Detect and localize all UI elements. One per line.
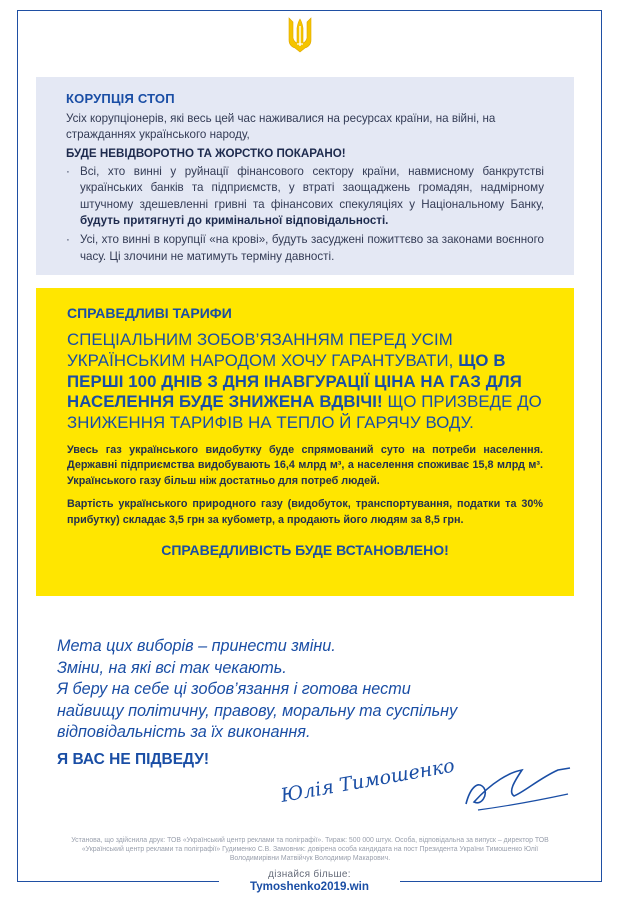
website-link[interactable]: Tymoshenko2019.win <box>250 880 369 893</box>
quote-line: Мета цих виборів – принести зміни. <box>57 637 336 655</box>
corruption-title: КОРУПЦІЯ СТОП <box>66 91 175 106</box>
headline-part2: ЩО ПРИЗВЕДЕ ДО ЗНИЖЕННЯ ТАРИФІВ НА ТЕПЛО Й ГАРЯЧУ ВОДУ. <box>67 392 542 433</box>
headline-part1: СПЕЦІАЛЬНИМ ЗОБОВ’ЯЗАННЯМ ПЕРЕД УСІМ УКРАЇНСЬКИМ НАРОДОМ ХОЧУ ГАРАНТУВАТИ, <box>67 330 454 370</box>
bullet-marker: · <box>66 164 70 178</box>
tariffs-para2: Вартість українського природного газу (видобуток, транспортування, податки та 30% прибутку) складає 3,5 грн за кубометр, а продають його людям за 8,5 грн. <box>67 498 543 526</box>
tariffs-headline <box>67 330 543 434</box>
bullet2-text: Усі, хто винні в корупції «на крові», будуть засуджені пожиттєво за законами воєнного часу. Ці злочини не матимуть терміну давності. <box>80 233 544 263</box>
tariffs-para1: Увесь газ українського видобутку буде спрямований суто на потреби населення. Державні підприємства видобувають 16,4 млрд м³, а населення споживає 15,8 млрд м³. Українського газу більш ніж достатньо для потреб людей. <box>67 443 543 487</box>
legal-fineprint: Установа, що здійснила друк: ТОВ «Український центр реклами та поліграфії». Тираж: 500 000 штук. Особа, відповідальна за випуск – директор ТОВ «Український центр реклами та поліграфії» Гудименко С.В. Замовник: довірена особа кандидата на пост Президента України Тимошенко Юлії Володимирівни Матвійчук Володимир Макарович. <box>71 837 549 863</box>
quote-line: Зміни, на які всі так чекають. <box>57 658 287 677</box>
quote-line: відповідальність за їх виконання. <box>57 723 311 742</box>
quote-line: найвищу політичну, правову, моральну та суспільну <box>57 701 458 720</box>
justice-slogan: СПРАВЕДЛИВІСТЬ БУДЕ ВСТАНОВЛЕНО! <box>161 542 449 559</box>
headline-bold: ЩО В ПЕРШІ 100 ДНІВ З ДНЯ ІНАВГУРАЦІЇ ЦІНА НА ГАЗ ДЛЯ НАСЕЛЕННЯ БУДЕ ЗНИЖЕНА ВДВІЧІ! <box>67 350 522 412</box>
website-footer <box>219 869 400 893</box>
corruption-bullets <box>66 164 544 265</box>
promise-slogan: Я ВАС НЕ ПІДВЕДУ! <box>57 751 210 768</box>
tariffs-section <box>36 288 574 596</box>
corruption-punish: БУДЕ НЕВІДВОРОТНО ТА ЖОРСТКО ПОКАРАНО! <box>66 146 346 160</box>
corruption-section <box>36 77 574 275</box>
bullet-marker: · <box>66 233 70 247</box>
corruption-intro: Усіх корупціонерів, які весь цей час наживалися на ресурсах країни, на війні, на стражданнях українського народу, <box>66 112 496 142</box>
list-item <box>66 164 544 230</box>
coat-of-arms-icon <box>287 16 313 54</box>
closing-quote <box>57 636 537 744</box>
bullet1-text: Всі, хто винні у руйнації фінансового сектору країни, навмисному банкрутстві українських банків та підприємств, у втраті заощаджень громадян, надмірному штучному здешевленні гривні та фінансових спекуляціях у Національному Банку, <box>80 164 544 211</box>
bullet1-bold: будуть притягнуті до кримінальної відповідальності. <box>80 214 389 228</box>
signature-script: Юлія Тимошенко <box>279 754 457 807</box>
quote-line: Я беру на себе ці зобов’язання і готова нести <box>57 680 411 699</box>
tariffs-title: СПРАВЕДЛИВІ ТАРИФИ <box>67 305 232 321</box>
signature <box>278 752 578 814</box>
more-label: дізнайся більше: <box>268 869 351 880</box>
list-item <box>66 232 544 265</box>
